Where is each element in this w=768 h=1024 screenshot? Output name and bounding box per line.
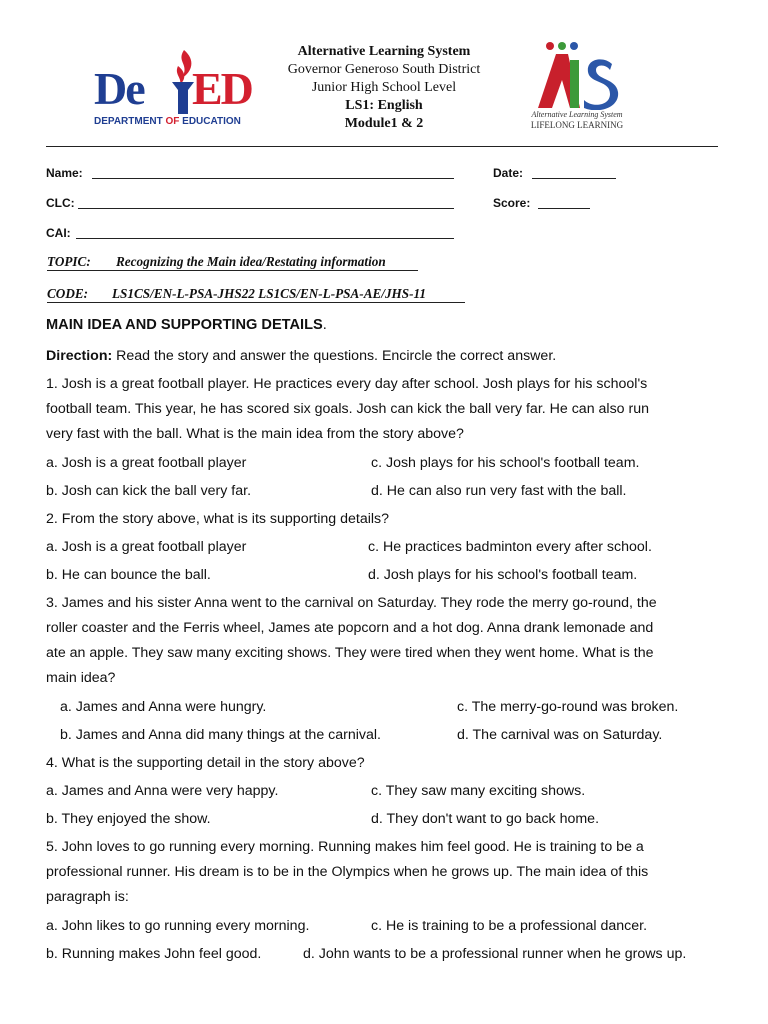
- q2-choice-a[interactable]: a. Josh is a great football player: [46, 539, 247, 555]
- clc-field[interactable]: [78, 208, 454, 209]
- direction-text: Read the story and answer the questions. Encircle the correct answer.: [112, 348, 557, 364]
- q5-line-1: 5. John loves to go running every morning. Running makes him feel good. He is training to be a: [46, 839, 644, 855]
- q5-line-2: professional runner. His dream is to be in the Olympics when he grows up. The main idea of this: [46, 864, 649, 880]
- cai-label: CAI:: [46, 226, 71, 240]
- q4-choice-a[interactable]: a. James and Anna were very happy.: [46, 783, 279, 799]
- q5-line-3: paragraph is:: [46, 889, 129, 905]
- deped-wordmark-left: De: [94, 63, 144, 114]
- q4-line-1: 4. What is the supporting detail in the story above?: [46, 755, 365, 771]
- q3-line-2: roller coaster and the Ferris wheel, James ate popcorn and a hot dog. Anna drank lemonade and: [46, 620, 654, 636]
- als-logo: [522, 40, 632, 134]
- q3-line-1: 3. James and his sister Anna went to the carnival on Saturday. They rode the merry go-round, the: [46, 595, 657, 611]
- q1-choice-b[interactable]: b. Josh can kick the ball very far.: [46, 483, 252, 499]
- code-label: CODE:: [47, 286, 89, 301]
- score-field[interactable]: [538, 208, 590, 209]
- q3-choice-a[interactable]: a. James and Anna were hungry.: [60, 699, 267, 715]
- q2-choice-d[interactable]: d. Josh plays for his school's football team.: [368, 567, 638, 583]
- header-district: Governor Generoso South District: [287, 62, 481, 77]
- q1-line-1: 1. Josh is a great football player. He practices every day after school. Josh plays for his school's: [46, 376, 648, 392]
- q5-choice-a[interactable]: a. John likes to go running every morning.: [46, 918, 310, 934]
- q2-line-1: 2. From the story above, what is its supporting details?: [46, 511, 390, 527]
- score-label: Score:: [493, 196, 531, 210]
- deped-wordmark-right: ED: [192, 63, 252, 114]
- q3-line-3: ate an apple. They saw many exciting shows. They were tired when they went home. What is the: [46, 645, 654, 661]
- q4-choice-c[interactable]: c. They saw many exciting shows.: [371, 783, 586, 799]
- code-value: LS1CS/EN-L-PSA-JHS22 LS1CS/EN-L-PSA-AE/JHS-11: [112, 286, 426, 301]
- q1-choice-c[interactable]: c. Josh plays for his school's football team.: [371, 455, 640, 471]
- als-letters-icon: [522, 40, 632, 110]
- header-level: Junior High School Level: [311, 80, 457, 95]
- q4-choice-d[interactable]: d. They don't want to go back home.: [371, 811, 600, 827]
- q5-choice-b[interactable]: b. Running makes John feel good.: [46, 946, 262, 962]
- q2-choice-c[interactable]: c. He practices badminton every after school.: [368, 539, 652, 555]
- cai-field[interactable]: [76, 238, 454, 239]
- section-title-period: .: [322, 317, 327, 333]
- q5-choice-d[interactable]: d. John wants to be a professional runner when he grows up.: [303, 946, 687, 962]
- topic-label: TOPIC:: [47, 254, 91, 269]
- als-tagline: LIFELONG LEARNING: [530, 120, 624, 130]
- section-title: [46, 317, 327, 333]
- deped-caption-education: EDUCATION: [182, 116, 241, 127]
- header-divider: [46, 146, 718, 147]
- q2-choice-b[interactable]: b. He can bounce the ball.: [46, 567, 211, 583]
- q3-choice-d[interactable]: d. The carnival was on Saturday.: [457, 727, 663, 743]
- section-title-text: MAIN IDEA AND SUPPORTING DETAILS: [46, 317, 323, 333]
- name-label: Name:: [46, 166, 83, 180]
- topic-underline: [47, 270, 418, 271]
- date-label: Date:: [493, 166, 524, 180]
- code-underline: [47, 302, 465, 303]
- q1-line-3: very fast with the ball. What is the main idea from the story above?: [46, 426, 464, 442]
- deped-caption-of: OF: [165, 116, 180, 127]
- clc-label: CLC:: [46, 196, 75, 210]
- deped-caption-department: DEPARTMENT: [94, 116, 163, 127]
- q5-choice-c[interactable]: c. He is training to be a professional dancer.: [371, 918, 648, 934]
- q3-line-4: main idea?: [46, 670, 116, 686]
- topic-value: Recognizing the Main idea/Restating information: [116, 254, 386, 269]
- q3-choice-c[interactable]: c. The merry-go-round was broken.: [457, 699, 679, 715]
- header-org: Alternative Learning System: [297, 44, 471, 59]
- direction: [46, 348, 556, 364]
- q4-choice-b[interactable]: b. They enjoyed the show.: [46, 811, 211, 827]
- header-subject: LS1: English: [345, 98, 423, 113]
- direction-label: Direction:: [46, 348, 113, 364]
- q1-line-2: football team. This year, he has scored six goals. Josh can kick the ball very far. He can also run: [46, 401, 650, 417]
- als-subtitle: Alternative Learning System: [531, 110, 623, 119]
- name-field[interactable]: [92, 178, 454, 179]
- q1-choice-d[interactable]: d. He can also run very fast with the ball.: [371, 483, 627, 499]
- date-field[interactable]: [532, 178, 616, 179]
- header-module: Module1 & 2: [344, 116, 424, 131]
- q1-choice-a[interactable]: a. Josh is a great football player: [46, 455, 247, 471]
- q3-choice-b[interactable]: b. James and Anna did many things at the carnival.: [60, 727, 381, 743]
